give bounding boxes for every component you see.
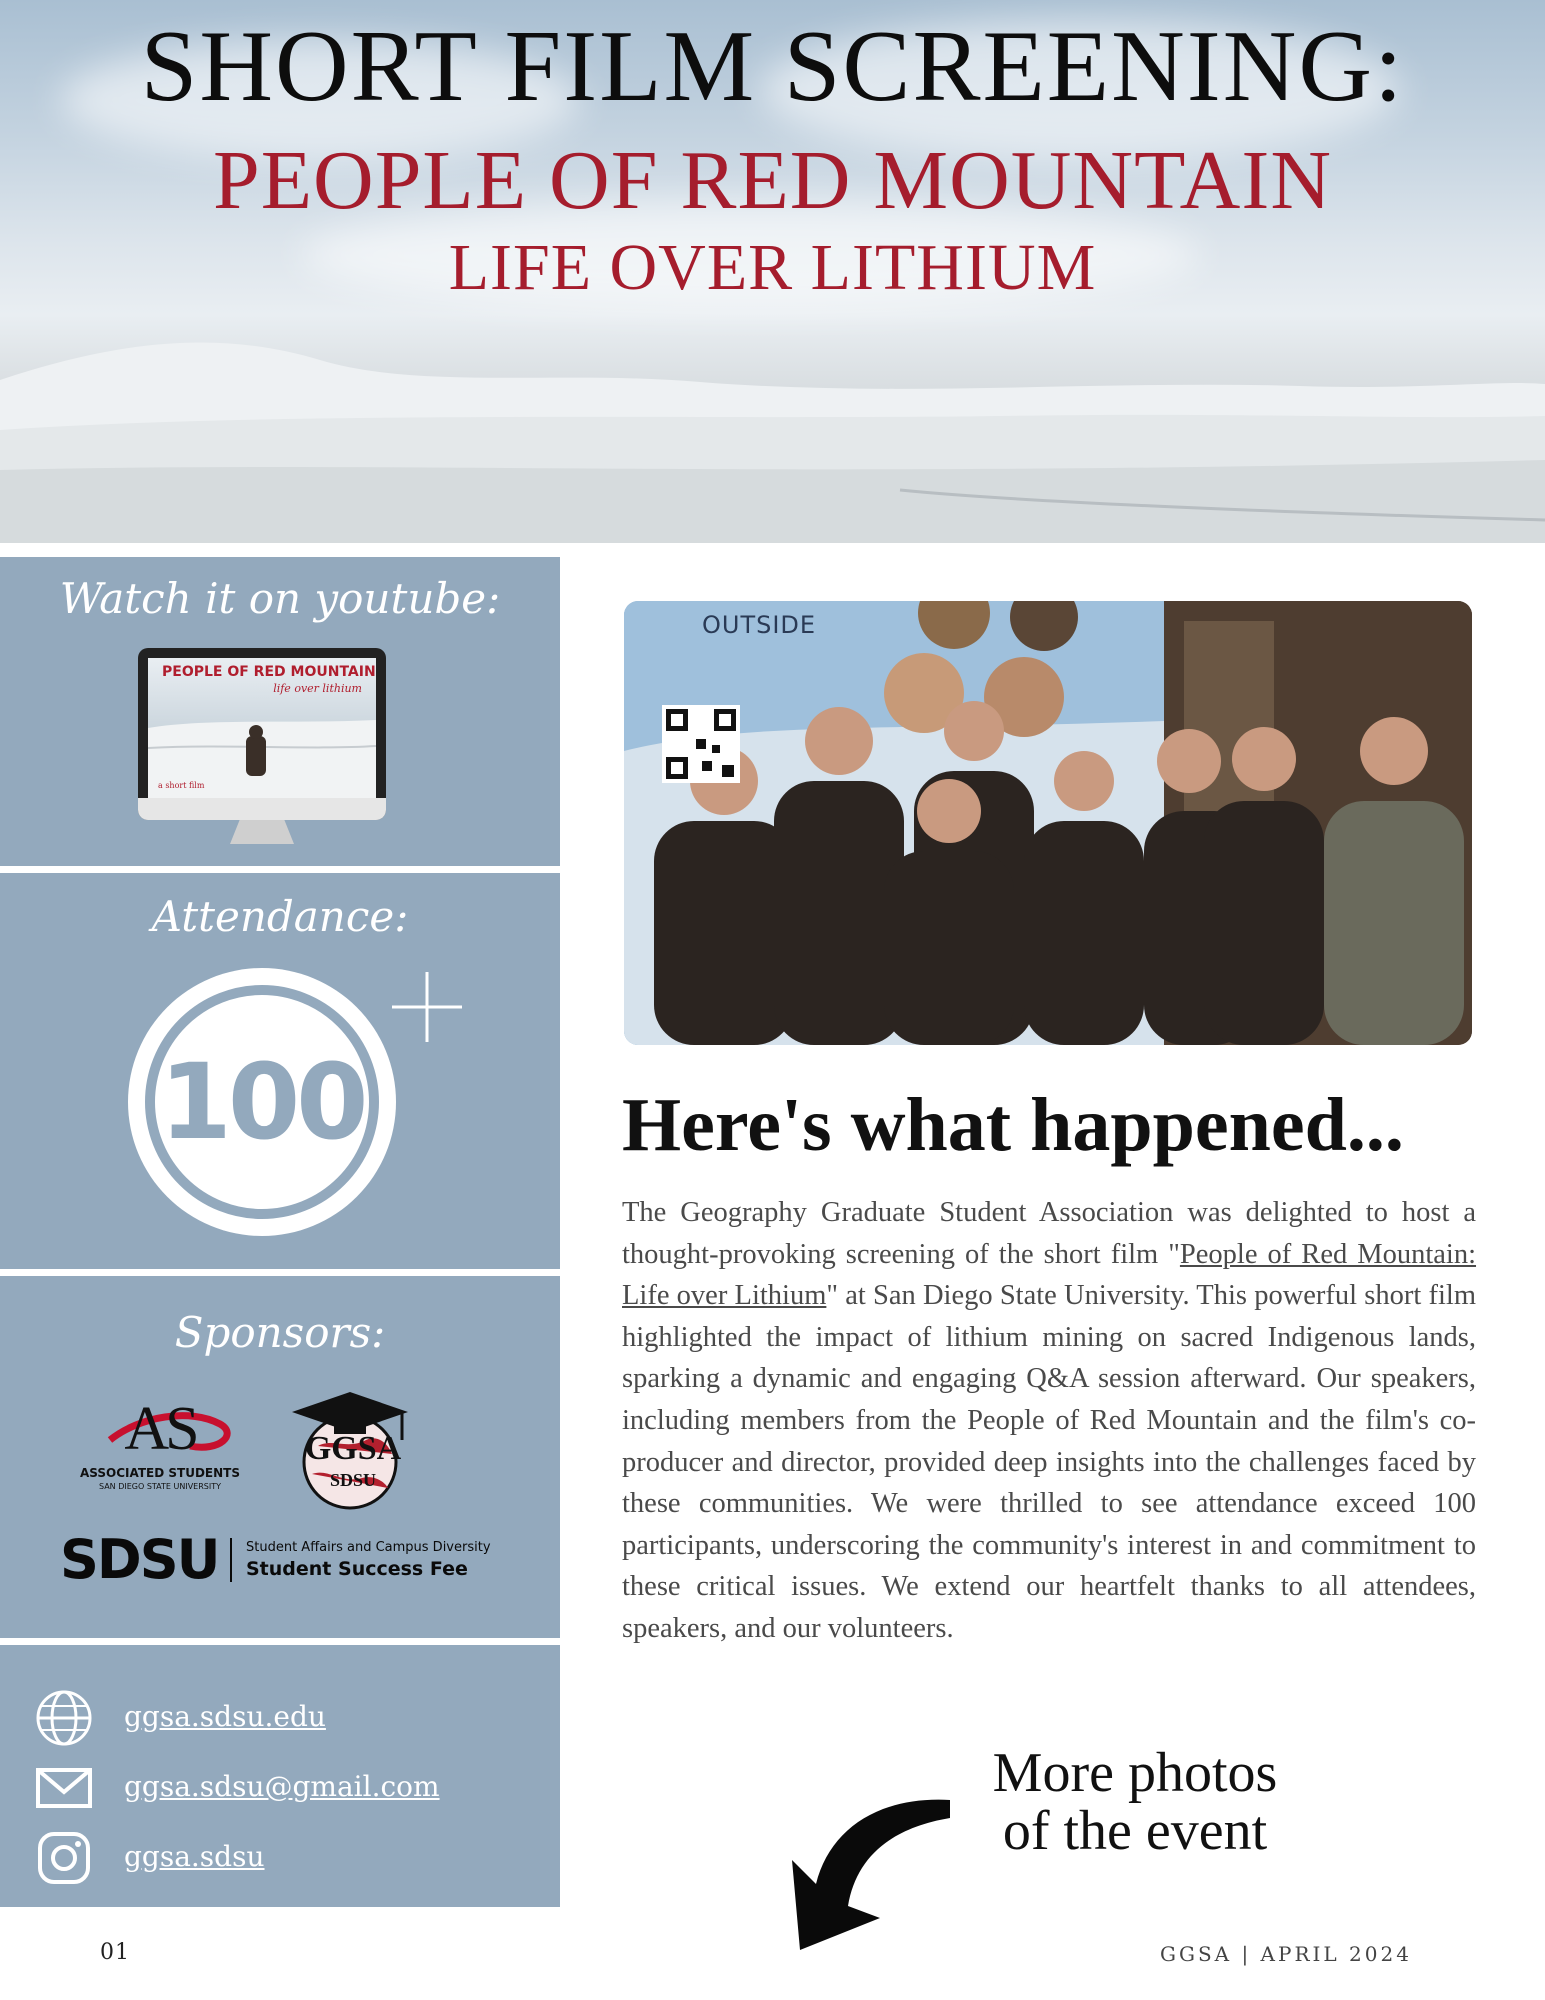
film-tagline: LIFE OVER LITHIUM [448,231,1097,304]
plus-icon [392,972,462,1042]
monitor-chin [138,798,386,820]
description-part-2: " at San Diego State University. This powerful short film highlighted the impact of lithium mining on sacred Indigenous lands, sparking a dynamic and engaging Q&A session afterward. Our speakers, including members from the People of Red Mountain and the film's co-producer and director, provided deep insights into the challenges faced by these communities. We were thrilled to see attendance exceed 100 participants, underscoring the community's interest in and commitment to these critical issues. We extend our heartfelt thanks to all attendees, speakers, and our volunteers. [622,1280,1476,1644]
instagram-icon [34,1828,94,1888]
section-heading: Here's what happened... [622,1083,1404,1167]
youtube-video-thumbnail[interactable] [138,648,386,848]
mail-icon [34,1758,94,1818]
as-mark: AS [124,1395,196,1463]
group-photo-illustration [624,601,1472,1045]
film-link[interactable]: People of Red Mountain: Life over Lithium [622,1238,1477,1312]
attendance-heading: Attendance: [151,892,409,941]
monitor-stand [230,820,294,844]
video-subtitle: life over lithium [273,682,362,695]
contact-email[interactable] [34,1758,554,1818]
photo-sign-text: OUTSIDE [702,611,817,639]
more-photos-line1: More photos [992,1742,1278,1804]
contact-website[interactable] [34,1688,554,1748]
page-number: 01 [100,1940,130,1965]
qr-pattern [662,705,740,783]
as-name: ASSOCIATED STUDENTS [80,1466,240,1480]
contact-instagram[interactable] [34,1828,554,1888]
sdsu-line2: Student Success Fee [246,1558,468,1580]
website-link[interactable]: ggsa.sdsu.edu [124,1700,326,1733]
sdsu-line1: Student Affairs and Campus Diversity [246,1540,491,1555]
description-part-1: The Geography Graduate Student Association was delighted to host a thought-provoking screening of the short film " [622,1197,1476,1270]
more-photos-line2: of the event [1002,1800,1268,1862]
instagram-link[interactable]: ggsa.sdsu [124,1840,265,1873]
curved-arrow-icon [760,1788,960,1958]
issue-label: GGSA | APRIL 2024 [1160,1942,1412,1966]
event-description [622,1192,1476,1650]
ggsa-name: GGSA [304,1430,402,1467]
video-title: PEOPLE OF RED MOUNTAIN [162,664,376,680]
hero-banner [0,0,1545,543]
attendance-count: 100 [159,1041,365,1163]
sponsors-heading: Sponsors: [174,1308,386,1357]
film-title: PEOPLE OF RED MOUNTAIN [213,134,1332,227]
sdsu-mark: SDSU [60,1528,219,1591]
qr-code-icon [662,705,740,783]
globe-icon [34,1688,94,1748]
snowy-plain-illustration [0,320,1545,543]
more-photos-callout [940,1744,1330,1860]
attendance-badge [128,968,396,1236]
page-title: SHORT FILM SCREENING: [140,10,1405,123]
email-link[interactable]: ggsa.sdsu@gmail.com [124,1770,440,1803]
video-tag: a short film [158,781,205,790]
watch-heading: Watch it on youtube: [59,574,501,623]
video-screen [148,658,376,798]
ggsa-logo [288,1388,418,1512]
ggsa-sub: SDSU [329,1470,377,1490]
sdsu-logo [60,1530,500,1590]
sdsu-divider [230,1538,232,1582]
associated-students-logo [70,1396,250,1492]
event-group-photo [624,601,1472,1045]
as-university: SAN DIEGO STATE UNIVERSITY [98,1482,221,1491]
